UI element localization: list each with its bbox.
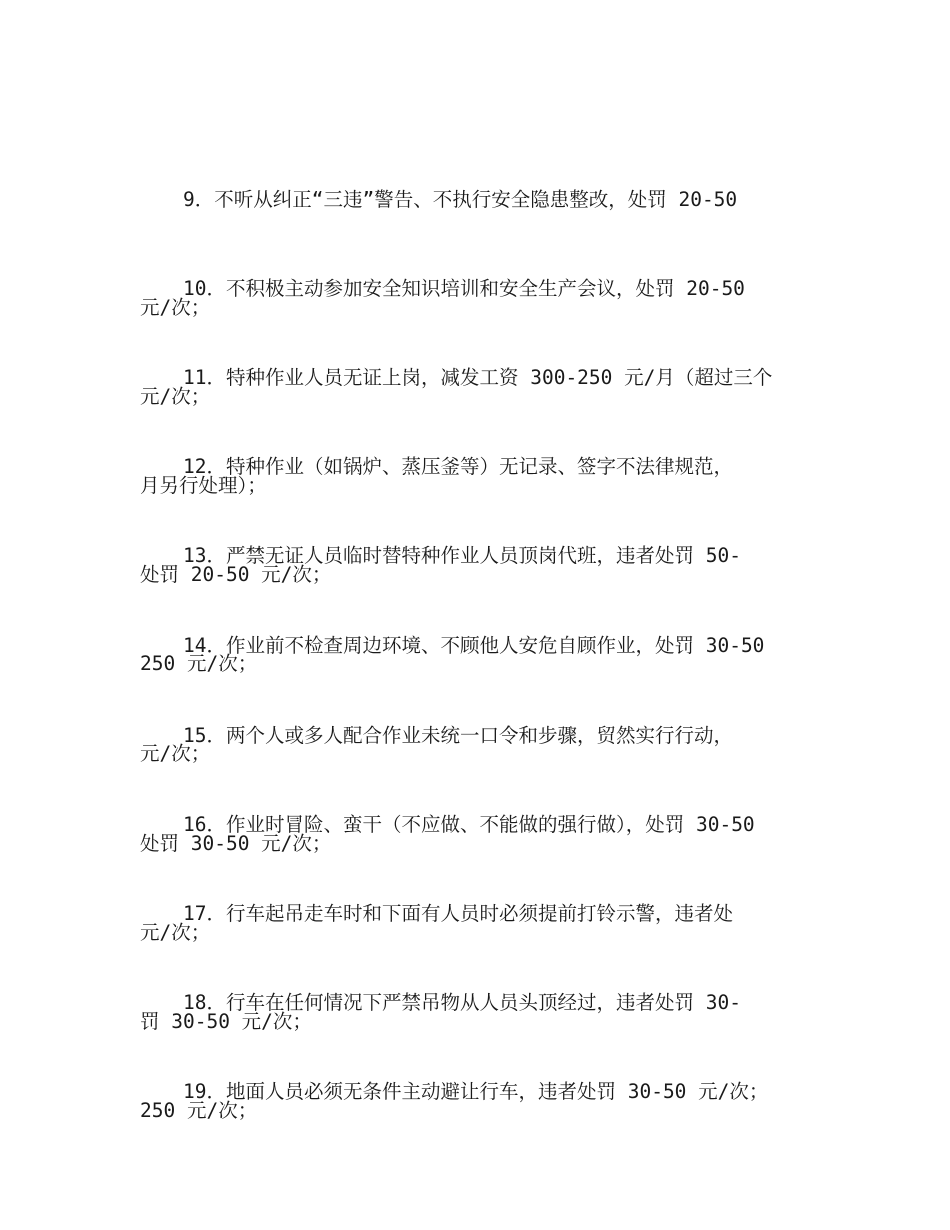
rule-line: 17．行车起吊走车时和下面有人员时必须提前打铃示警，违者处	[183, 902, 733, 925]
rule-line: 处罚 30-50 元/次；	[140, 832, 332, 855]
rule-line: 月另行处理）；	[140, 474, 267, 497]
rule-line: 元/次；	[140, 921, 211, 944]
rule-line: 处罚 20-50 元/次；	[140, 563, 332, 586]
rule-line: 15．两个人或多人配合作业未统一口令和步骤，贸然实行行动，	[183, 724, 733, 747]
rule-line: 10．不积极主动参加安全知识培训和安全生产会议，处罚 20-50	[183, 277, 745, 300]
rule-line: 18．行车在任何情况下严禁吊物从人员头顶经过，违者处罚 30-	[183, 991, 741, 1014]
rule-line: 元/次；	[140, 296, 211, 319]
rule-line: 11．特种作业人员无证上岗，减发工资 300-250 元/月（超过三个	[183, 366, 773, 389]
rule-line: 12．特种作业（如锅炉、蒸压釜等）无记录、签字不法律规范，	[183, 455, 733, 478]
rule-item-19	[140, 1002, 820, 1182]
rule-line: 14．作业前不检查周边环境、不顾他人安危自顾作业，处罚 30-50	[183, 634, 765, 657]
rule-line: 19．地面人员必须无条件主动避让行车，违者处罚 30-50 元/次；	[183, 1080, 769, 1103]
rule-line: 元/次；	[140, 742, 211, 765]
rule-line: 16．作业时冒险、蛮干（不应做、不能做的强行做），处罚 30-50	[183, 813, 755, 836]
rule-line: 9．不听从纠正“三违”警告、不执行安全隐患整改，处罚 20-50	[183, 188, 738, 211]
rule-line: 13．严禁无证人员临时替特种作业人员顶岗代班，违者处罚 50-	[183, 544, 741, 567]
rule-line: 250 元/次；	[140, 1099, 258, 1122]
rule-line: 250 元/次；	[140, 652, 258, 675]
rule-line: 罚 30-50 元/次；	[140, 1010, 312, 1033]
rule-line: 元/次；	[140, 385, 211, 408]
